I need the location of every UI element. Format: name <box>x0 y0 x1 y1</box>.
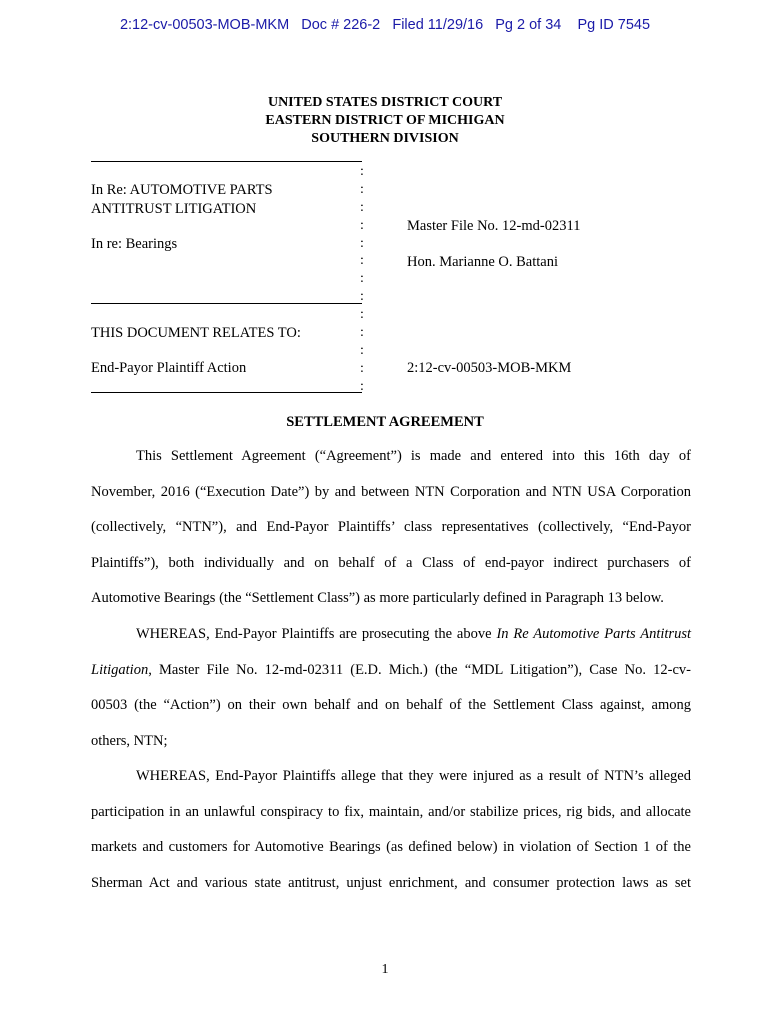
caption-rule-middle <box>91 303 362 304</box>
paragraph-line: Automotive Bearings (the “Settlement Class”) as more particularly defined in Paragraph 13 below. <box>91 590 664 606</box>
caption-colon-column <box>360 163 370 396</box>
ecf-case-number: 2:12-cv-00503-MOB-MKM <box>119 17 290 33</box>
paragraph-text: WHEREAS, End-Payor Plaintiffs are prosecuting the above <box>136 626 497 642</box>
paragraph-line <box>91 653 691 689</box>
caption-in-re-line2: ANTITRUST LITIGATION <box>91 201 257 217</box>
paragraph-line <box>91 617 691 653</box>
caption-in-re <box>91 181 273 219</box>
ecf-page-id: Pg ID 7545 <box>577 17 651 33</box>
paragraph-line: participation in an unlawful conspiracy to fix, maintain, and/or stabilize prices, rig bids, and allocate <box>91 803 691 820</box>
caption-case-number: 2:12-cv-00503-MOB-MKM <box>407 360 572 376</box>
court-heading <box>0 94 770 148</box>
caption-master-file: Master File No. 12-md-02311 <box>407 218 581 234</box>
caption-relates-to: THIS DOCUMENT RELATES TO: <box>91 325 301 341</box>
caption-colon: : <box>360 307 364 323</box>
ecf-header <box>0 17 770 33</box>
caption-colon: : <box>360 289 364 305</box>
caption-colon: : <box>360 199 364 215</box>
caption-colon: : <box>360 235 364 251</box>
caption-colon: : <box>360 271 364 287</box>
caption-rule-bottom <box>91 392 362 393</box>
paragraph-line: others, NTN; <box>91 732 168 749</box>
caption-rule-top <box>91 161 362 162</box>
case-caption-italic: Litigation <box>91 661 149 678</box>
paragraph-line: November, 2016 (“Execution Date”) by and between NTN Corporation and NTN USA Corporation <box>91 483 691 500</box>
caption-colon: : <box>360 164 364 179</box>
caption-in-re-line1: In Re: AUTOMOTIVE PARTS <box>91 182 273 198</box>
court-division: SOUTHERN DIVISION <box>311 131 459 146</box>
paragraph-line: This Settlement Agreement (“Agreement”) is made and entered into this 16th day of <box>136 448 691 464</box>
caption-colon: : <box>360 181 364 197</box>
paragraph-line: 00503 (the “Action”) on their own behalf and on behalf of the Settlement Class against, among <box>91 697 691 713</box>
caption-colon: : <box>360 325 364 341</box>
document-title: SETTLEMENT AGREEMENT <box>286 414 484 430</box>
page-number: 1 <box>381 962 389 977</box>
paragraph-1 <box>91 439 691 617</box>
paragraph-line: Sherman Act and various state antitrust, unjust enrichment, and consumer protection laws as set <box>91 874 691 891</box>
court-district: EASTERN DISTRICT OF MICHIGAN <box>265 113 505 128</box>
ecf-page-count: Pg 2 of 34 <box>495 17 562 33</box>
paragraph-line: markets and customers for Automotive Bearings (as defined below) in violation of Section 1 of the <box>91 839 691 855</box>
caption-in-re-bearings: In re: Bearings <box>91 236 178 252</box>
paragraph-line: WHEREAS, End-Payor Plaintiffs allege that they were injured as a result of NTN’s alleged <box>136 768 691 784</box>
paragraph-2 <box>91 617 691 759</box>
caption-colon: : <box>360 342 364 358</box>
paragraph-line: Plaintiffs”), both individually and on behalf of a Class of end-payor indirect purchasers of <box>91 554 691 571</box>
paragraph-text: , Master File No. 12-md-02311 (E.D. Mich.) (the “MDL Litigation”), Case No. 12-cv- <box>148 661 691 678</box>
caption-colon: : <box>360 217 364 233</box>
caption-colon: : <box>360 378 364 394</box>
paragraph-line: (collectively, “NTN”), and End-Payor Plaintiffs’ class representatives (collectively, “End-Payor <box>91 519 691 535</box>
caption-colon: : <box>360 360 364 376</box>
case-caption-italic: In Re Automotive Parts Antitrust <box>496 626 691 642</box>
paragraph-3 <box>91 759 691 901</box>
caption-colon: : <box>360 253 364 269</box>
caption-action: End-Payor Plaintiff Action <box>91 360 247 376</box>
court-name: UNITED STATES DISTRICT COURT <box>267 95 503 110</box>
ecf-filed-date: Filed 11/29/16 <box>392 17 484 33</box>
ecf-doc-number: Doc # 226-2 <box>301 17 381 33</box>
caption-judge: Hon. Marianne O. Battani <box>407 254 559 270</box>
